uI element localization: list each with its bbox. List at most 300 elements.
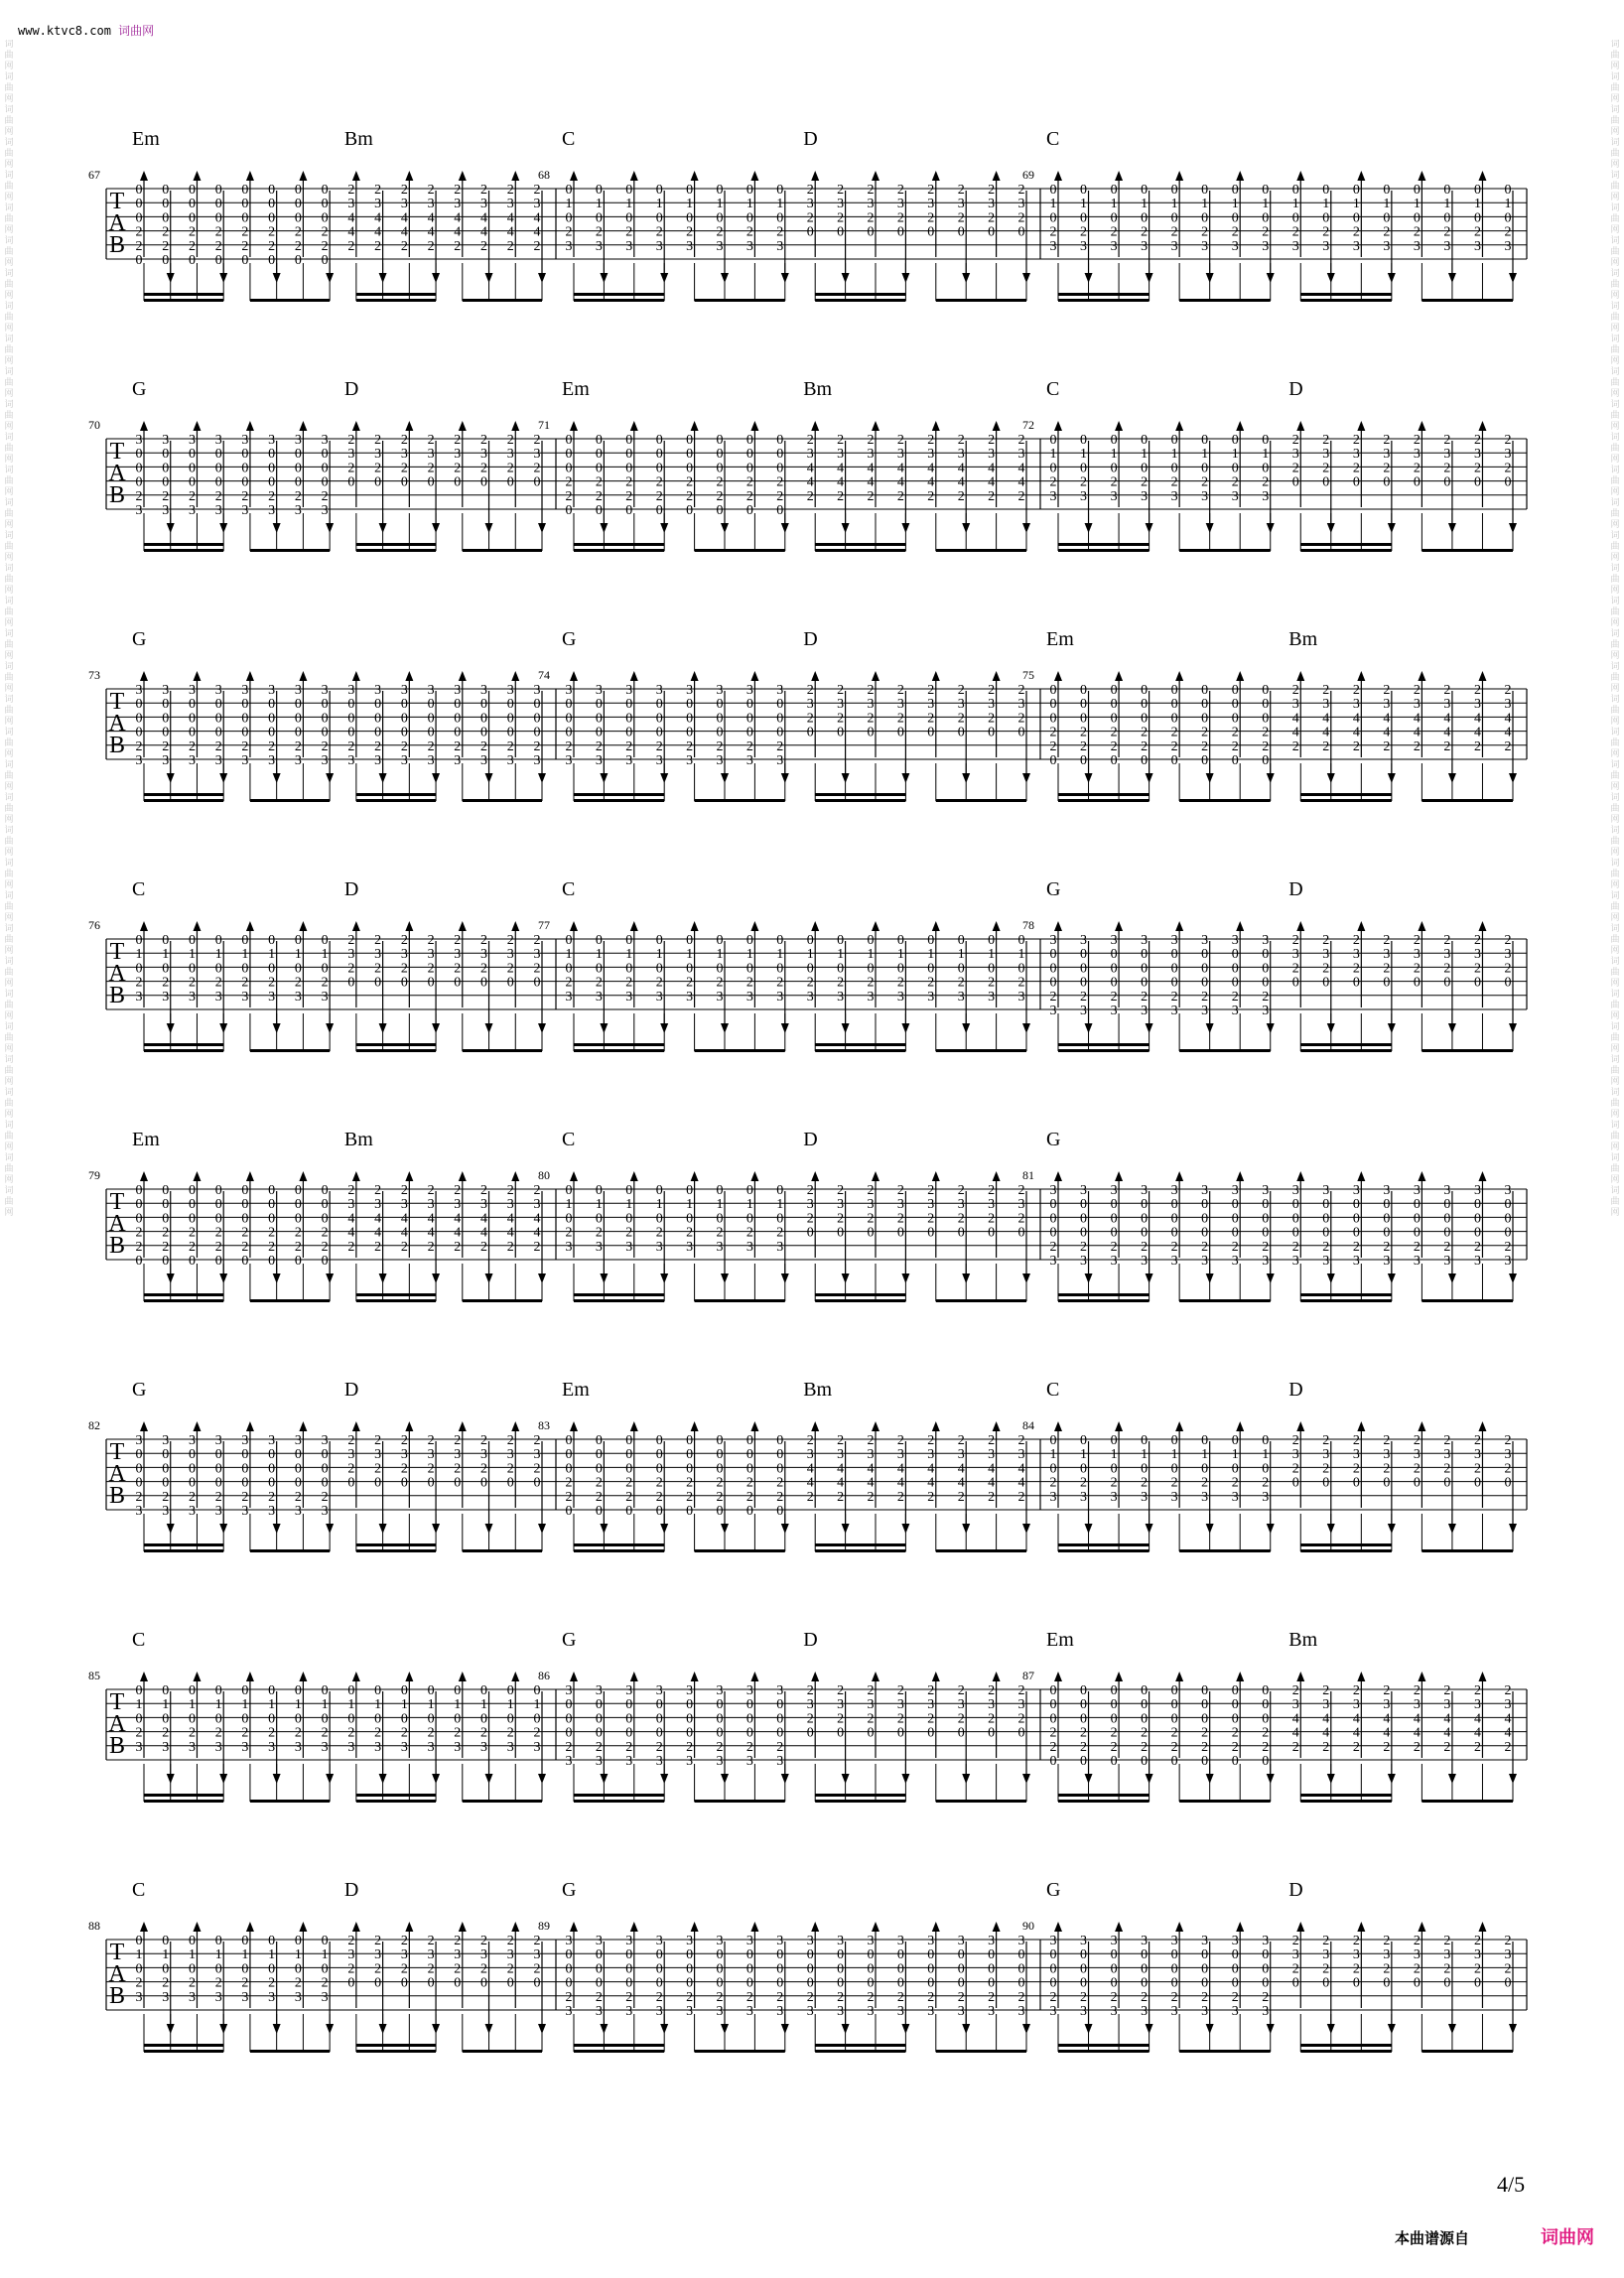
fret-number: 3: [745, 683, 753, 698]
measure-number: 86: [538, 1669, 550, 1682]
fret-number: 3: [1322, 1697, 1330, 1713]
fret-number: 0: [135, 1183, 143, 1198]
fret-number: 0: [565, 461, 573, 476]
fret-number: 0: [1170, 1461, 1178, 1477]
strum-up-arrow: [630, 1421, 638, 1431]
fret-number: 0: [686, 1447, 694, 1463]
fret-number: 0: [686, 1975, 694, 1991]
fret-number: 4: [400, 210, 408, 226]
fret-number: 1: [506, 1697, 514, 1713]
fret-number: 0: [1201, 1711, 1209, 1727]
fret-number: 0: [1049, 1461, 1057, 1477]
fret-number: 2: [135, 1489, 143, 1505]
fret-number: 0: [1352, 474, 1360, 490]
fret-number: 2: [1080, 1239, 1088, 1255]
fret-number: 0: [957, 961, 965, 977]
fret-number: 0: [686, 1697, 694, 1713]
fret-number: 2: [1473, 1461, 1481, 1477]
fret-number: 2: [957, 488, 965, 504]
strum-up-arrow: [511, 1922, 519, 1932]
chord-name: D: [803, 628, 818, 650]
rhythm-beam: [1300, 2050, 1392, 2053]
fret-number: 0: [776, 725, 784, 740]
fret-number: 1: [1291, 197, 1299, 212]
fret-number: 0: [655, 1183, 663, 1198]
chord-name: G: [1046, 1879, 1061, 1901]
fret-number: 4: [1017, 461, 1025, 476]
rhythm-beam: [356, 1299, 436, 1302]
fret-number: 2: [533, 1461, 541, 1477]
fret-number: 3: [1017, 1934, 1025, 1948]
fret-number: 2: [400, 433, 408, 448]
fret-number: 3: [896, 447, 904, 463]
fret-number: 2: [837, 683, 845, 698]
fret-number: 2: [1080, 224, 1088, 240]
fret-number: 0: [745, 1461, 753, 1477]
strum-up-arrow: [299, 1922, 307, 1932]
fret-number: 2: [806, 433, 814, 448]
fret-number: 0: [135, 1447, 143, 1463]
fret-number: 0: [1201, 753, 1209, 768]
fret-number: 2: [988, 1433, 996, 1448]
fret-number: 3: [1443, 1183, 1451, 1198]
rhythm-beam: [695, 299, 785, 302]
fret-number: 3: [533, 947, 541, 963]
fret-number: 0: [745, 1725, 753, 1741]
fret-number: 0: [241, 725, 249, 740]
fret-number: 0: [1291, 183, 1299, 198]
strum-up-arrow: [511, 921, 519, 931]
fret-number: 3: [1017, 2004, 1025, 2019]
fret-number: 2: [400, 183, 408, 198]
fret-number: 2: [1352, 1683, 1360, 1698]
fret-number: 0: [837, 1725, 845, 1741]
fret-number: 0: [1201, 183, 1209, 198]
fret-number: 2: [241, 1239, 249, 1255]
fret-number: 3: [506, 683, 514, 698]
fret-number: 3: [957, 197, 965, 212]
fret-number: 0: [188, 1254, 196, 1269]
fret-number: 3: [1262, 238, 1270, 254]
fret-number: 0: [1080, 1197, 1088, 1213]
fret-number: 2: [837, 1711, 845, 1727]
strum-up-arrow: [246, 671, 254, 681]
fret-number: 0: [716, 1183, 724, 1198]
fret-number: 2: [347, 961, 355, 977]
fret-number: 0: [1201, 210, 1209, 226]
tab-clef-letter: B: [108, 1983, 126, 2009]
fret-number: 0: [1049, 1683, 1057, 1698]
fret-number: 2: [268, 1489, 276, 1505]
fret-number: 2: [1231, 474, 1239, 490]
fret-number: 3: [1413, 697, 1421, 713]
fret-number: 3: [1443, 447, 1451, 463]
fret-number: 3: [565, 989, 573, 1005]
fret-number: 0: [655, 697, 663, 713]
fret-number: 3: [957, 447, 965, 463]
fret-number: 0: [988, 1975, 996, 1991]
fret-number: 2: [241, 238, 249, 254]
fret-number: 0: [896, 933, 904, 948]
fret-number: 2: [533, 1934, 541, 1948]
fret-number: 4: [454, 1211, 462, 1227]
fret-number: 0: [427, 1475, 435, 1491]
fret-number: 2: [400, 1433, 408, 1448]
fret-number: 0: [214, 1461, 222, 1477]
fret-number: 3: [1017, 989, 1025, 1005]
fret-number: 1: [1231, 1447, 1239, 1463]
rhythm-beam: [1058, 299, 1150, 302]
fret-number: 0: [1201, 461, 1209, 476]
fret-number: 0: [1201, 1225, 1209, 1241]
rhythm-beam-secondary: [1058, 1794, 1150, 1797]
strum-up-arrow: [1054, 171, 1062, 181]
rhythm-beam-secondary: [1300, 543, 1392, 546]
fret-number: 4: [837, 461, 845, 476]
fret-number: 2: [655, 1225, 663, 1241]
fret-number: 3: [745, 989, 753, 1005]
fret-number: 2: [1352, 738, 1360, 754]
fret-number: 2: [565, 1739, 573, 1755]
fret-number: 1: [400, 1697, 408, 1713]
fret-number: 0: [214, 197, 222, 212]
fret-number: 0: [655, 1433, 663, 1448]
fret-number: 2: [686, 1225, 694, 1241]
fret-number: 0: [1231, 1754, 1239, 1769]
fret-number: 2: [135, 1225, 143, 1241]
fret-number: 0: [294, 1461, 302, 1477]
fret-number: 0: [1413, 975, 1421, 991]
fret-number: 2: [1473, 1961, 1481, 1977]
fret-number: 2: [988, 210, 996, 226]
fret-number: 2: [374, 1239, 382, 1255]
fret-number: 0: [595, 210, 603, 226]
fret-number: 0: [655, 503, 663, 518]
fret-number: 2: [896, 1683, 904, 1698]
chord-name: D: [803, 128, 818, 150]
fret-number: 2: [1170, 1475, 1178, 1491]
fret-number: 2: [1017, 1211, 1025, 1227]
fret-number: 0: [162, 1183, 170, 1198]
fret-number: 2: [837, 1489, 845, 1505]
fret-number: 3: [241, 1433, 249, 1448]
measure-number: 73: [88, 668, 100, 682]
fret-number: 2: [686, 474, 694, 490]
fret-number: 0: [837, 725, 845, 740]
fret-number: 0: [1170, 1433, 1178, 1448]
fret-number: 3: [374, 197, 382, 212]
fret-number: 0: [1262, 1683, 1270, 1698]
strum-up-arrow: [1115, 421, 1123, 431]
fret-number: 3: [321, 1504, 329, 1519]
fret-number: 0: [400, 725, 408, 740]
fret-number: 0: [595, 1461, 603, 1477]
fret-number: 0: [716, 183, 724, 198]
fret-number: 2: [565, 1225, 573, 1241]
fret-number: 2: [1231, 224, 1239, 240]
fret-number: 0: [1231, 1225, 1239, 1241]
fret-number: 0: [188, 933, 196, 948]
fret-number: 0: [595, 961, 603, 977]
fret-number: 2: [1473, 961, 1481, 977]
fret-number: 0: [716, 1975, 724, 1991]
fret-number: 2: [347, 1461, 355, 1477]
fret-number: 3: [1262, 1934, 1270, 1948]
fret-number: 4: [480, 1211, 488, 1227]
tab-clef-letter: A: [108, 1711, 126, 1737]
fret-number: 3: [896, 1197, 904, 1213]
fret-number: 0: [1080, 1711, 1088, 1727]
fret-number: 2: [135, 1239, 143, 1255]
fret-number: 0: [188, 183, 196, 198]
rhythm-beam-secondary: [1300, 1293, 1392, 1296]
strum-up-arrow: [1418, 171, 1425, 181]
fret-number: 2: [1443, 1683, 1451, 1698]
fret-number: 2: [806, 683, 814, 698]
fret-number: 0: [957, 933, 965, 948]
fret-number: 0: [837, 1225, 845, 1241]
fret-number: 0: [321, 1254, 329, 1269]
fret-number: 2: [1383, 1461, 1391, 1477]
fret-number: 0: [1504, 474, 1512, 490]
fret-number: 0: [1141, 947, 1149, 963]
fret-number: 1: [1049, 447, 1057, 463]
fret-number: 3: [745, 1239, 753, 1255]
fret-number: 2: [806, 1433, 814, 1448]
fret-number: 2: [533, 738, 541, 754]
fret-number: 2: [347, 1934, 355, 1948]
fret-number: 2: [595, 975, 603, 991]
fret-number: 2: [1352, 1433, 1360, 1448]
fret-number: 2: [400, 1961, 408, 1977]
fret-number: 0: [745, 711, 753, 727]
fret-number: 2: [896, 975, 904, 991]
fret-number: 3: [1352, 947, 1360, 963]
fret-number: 0: [686, 961, 694, 977]
fret-number: 0: [655, 933, 663, 948]
fret-number: 2: [776, 975, 784, 991]
fret-number: 0: [686, 725, 694, 740]
fret-number: 2: [1352, 1239, 1360, 1255]
fret-number: 4: [957, 474, 965, 490]
fret-number: 1: [1262, 197, 1270, 212]
strum-up-arrow: [511, 1672, 519, 1681]
strum-up-arrow: [872, 1922, 880, 1932]
fret-number: 0: [1473, 1197, 1481, 1213]
fret-number: 3: [896, 1697, 904, 1713]
fret-number: 3: [1201, 1489, 1209, 1505]
strum-up-arrow: [352, 421, 360, 431]
fret-number: 3: [595, 683, 603, 698]
fret-number: 3: [1080, 488, 1088, 504]
strum-up-arrow: [750, 921, 758, 931]
fret-number: 0: [321, 1447, 329, 1463]
fret-number: 0: [1291, 474, 1299, 490]
rhythm-beam: [574, 799, 664, 802]
rhythm-beam: [463, 1299, 542, 1302]
fret-number: 0: [294, 711, 302, 727]
fret-number: 0: [427, 697, 435, 713]
fret-number: 0: [241, 474, 249, 490]
fret-number: 2: [1110, 224, 1118, 240]
fret-number: 1: [321, 1697, 329, 1713]
fret-number: 2: [241, 224, 249, 240]
fret-number: 2: [1231, 738, 1239, 754]
strum-up-arrow: [932, 421, 940, 431]
fret-number: 0: [135, 933, 143, 948]
fret-number: 3: [776, 1754, 784, 1769]
fret-number: 2: [1443, 1739, 1451, 1755]
strum-up-arrow: [932, 1672, 940, 1681]
fret-number: 3: [896, 1447, 904, 1463]
fret-number: 3: [1049, 488, 1057, 504]
fret-number: 3: [1170, 1489, 1178, 1505]
fret-number: 2: [957, 683, 965, 698]
fret-number: 2: [1443, 1461, 1451, 1477]
fret-number: 0: [867, 1975, 875, 1991]
rhythm-beam-secondary: [574, 1794, 664, 1797]
strum-up-arrow: [630, 171, 638, 181]
fret-number: 4: [1504, 1725, 1512, 1741]
fret-number: 0: [1383, 183, 1391, 198]
fret-number: 0: [716, 210, 724, 226]
fret-number: 2: [1383, 1961, 1391, 1977]
fret-number: 3: [454, 197, 462, 212]
fret-number: 3: [655, 989, 663, 1005]
fret-number: 0: [1231, 1197, 1239, 1213]
fret-number: 2: [294, 488, 302, 504]
fret-number: 4: [1413, 725, 1421, 740]
fret-number: 2: [1170, 1989, 1178, 2005]
rhythm-beam-secondary: [1300, 1543, 1392, 1546]
fret-number: 2: [867, 1489, 875, 1505]
tab-clef-letter: T: [109, 1940, 125, 1965]
fret-number: 2: [957, 1711, 965, 1727]
rhythm-beam: [356, 2050, 436, 2053]
fret-number: 0: [1170, 1961, 1178, 1977]
fret-number: 3: [1413, 1447, 1421, 1463]
fret-number: 0: [427, 474, 435, 490]
fret-number: 2: [1291, 461, 1299, 476]
fret-number: 0: [716, 503, 724, 518]
fret-number: 3: [347, 1739, 355, 1755]
fret-number: 0: [1473, 1225, 1481, 1241]
fret-number: 2: [957, 183, 965, 198]
fret-number: 0: [1322, 1197, 1330, 1213]
fret-number: 3: [400, 1739, 408, 1755]
fret-number: 2: [1322, 933, 1330, 948]
fret-number: 3: [565, 2004, 573, 2019]
fret-number: 2: [427, 738, 435, 754]
fret-number: 3: [1291, 1254, 1299, 1269]
fret-number: 0: [896, 725, 904, 740]
fret-number: 2: [776, 488, 784, 504]
fret-number: 3: [625, 1683, 633, 1698]
fret-number: 0: [1080, 210, 1088, 226]
site-url[interactable]: www.ktvc8.com: [18, 24, 111, 38]
fret-number: 2: [655, 738, 663, 754]
strum-up-arrow: [1236, 1672, 1244, 1681]
fret-number: 0: [1413, 1475, 1421, 1491]
rhythm-beam: [1058, 2050, 1150, 2053]
fret-number: 2: [927, 1489, 935, 1505]
fret-number: 3: [1170, 1254, 1178, 1269]
rhythm-beam: [463, 1049, 542, 1052]
fret-number: 0: [400, 975, 408, 991]
fret-number: 2: [1017, 975, 1025, 991]
fret-number: 0: [716, 961, 724, 977]
fret-number: 2: [565, 1989, 573, 2005]
rhythm-beam: [463, 299, 542, 302]
strum-up-arrow: [459, 671, 467, 681]
fret-number: 0: [595, 1211, 603, 1227]
fret-number: 2: [427, 461, 435, 476]
rhythm-beam: [695, 549, 785, 552]
fret-number: 2: [162, 224, 170, 240]
strum-up-arrow: [1296, 1421, 1304, 1431]
fret-number: 0: [745, 1697, 753, 1713]
fret-number: 2: [1383, 433, 1391, 448]
fret-number: 2: [867, 1989, 875, 2005]
fret-number: 0: [776, 961, 784, 977]
fret-number: 0: [1291, 1225, 1299, 1241]
fret-number: 0: [321, 933, 329, 948]
strum-up-arrow: [193, 671, 201, 681]
rhythm-beam: [1300, 799, 1392, 802]
fret-number: 4: [957, 1475, 965, 1491]
strum-up-arrow: [246, 421, 254, 431]
rhythm-beam: [1058, 1800, 1150, 1803]
fret-number: 2: [294, 238, 302, 254]
fret-number: 3: [188, 753, 196, 768]
fret-number: 2: [896, 1211, 904, 1227]
fret-number: 2: [1473, 461, 1481, 476]
fret-number: 0: [927, 1225, 935, 1241]
fret-number: 3: [565, 1683, 573, 1698]
fret-number: 2: [1322, 961, 1330, 977]
fret-number: 2: [806, 1211, 814, 1227]
fret-number: 2: [1049, 1989, 1057, 2005]
fret-number: 0: [745, 1975, 753, 1991]
fret-number: 0: [1231, 947, 1239, 963]
rhythm-beam: [144, 1549, 223, 1552]
fret-number: 3: [294, 1989, 302, 2005]
fret-number: 3: [268, 1739, 276, 1755]
fret-number: 0: [268, 1475, 276, 1491]
fret-number: 0: [321, 253, 329, 268]
fret-number: 1: [655, 947, 663, 963]
fret-number: 2: [1504, 1461, 1512, 1477]
fret-number: 0: [135, 1683, 143, 1698]
fret-number: 3: [1049, 1254, 1057, 1269]
fret-number: 0: [1352, 1475, 1360, 1491]
fret-number: 0: [867, 725, 875, 740]
fret-number: 3: [188, 989, 196, 1005]
fret-number: 3: [686, 753, 694, 768]
fret-number: 0: [896, 1947, 904, 1963]
fret-number: 2: [776, 1489, 784, 1505]
fret-number: 2: [400, 461, 408, 476]
fret-number: 3: [716, 1934, 724, 1948]
fret-number: 2: [867, 1711, 875, 1727]
fret-number: 0: [1110, 433, 1118, 448]
fret-number: 2: [1017, 1183, 1025, 1198]
fret-number: 2: [1110, 1739, 1118, 1755]
fret-number: 0: [837, 1961, 845, 1977]
fret-number: 1: [1473, 197, 1481, 212]
strum-up-arrow: [1054, 1672, 1062, 1681]
fret-number: 4: [1473, 1725, 1481, 1741]
